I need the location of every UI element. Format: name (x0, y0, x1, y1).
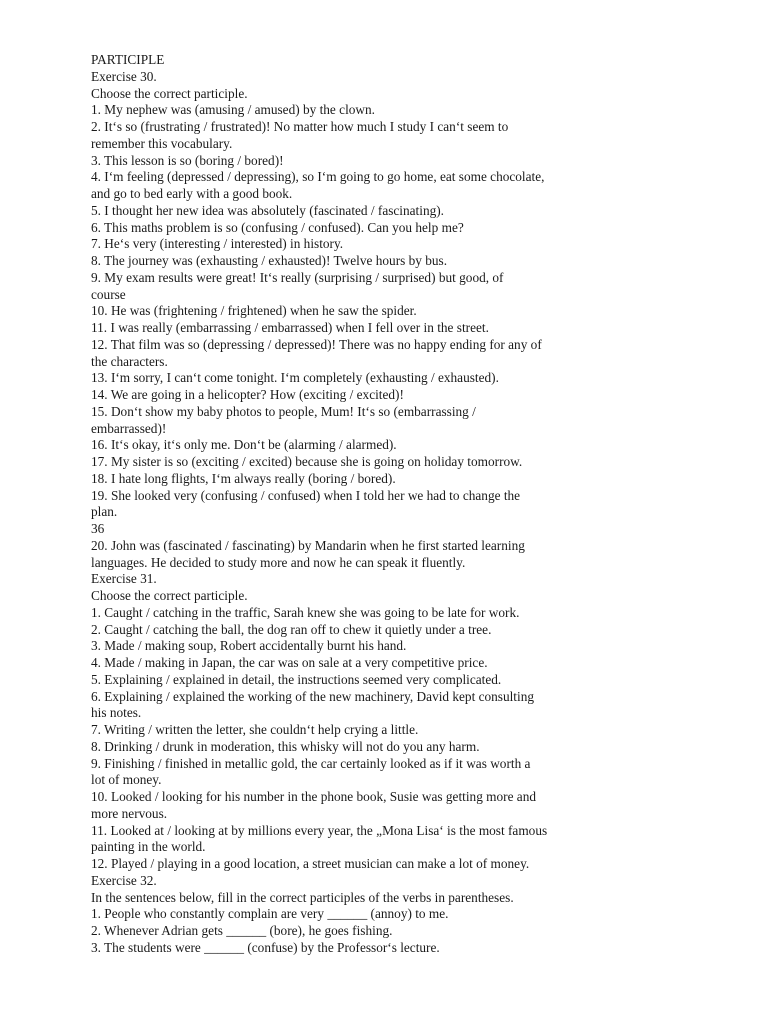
text-line: plan. (91, 504, 118, 520)
text-line: 3. The students were ______ (confuse) by the Professor‘s lecture. (91, 939, 440, 955)
text-line: 2. It‘s so (frustrating / frustrated)! No matter how much I study I can‘t seem to (91, 119, 509, 134)
text-line: 1. My nephew was (amusing / amused) by the clown. (91, 102, 375, 118)
text-line: his notes. (91, 705, 142, 721)
exercise-instruction: Choose the correct participle. (91, 588, 248, 603)
text-line: course (91, 286, 126, 302)
text-line: 5. Explaining / explained in detail, the instructions seemed very complicated. (91, 671, 502, 687)
text-line: 9. My exam results were great! It‘s really (surprising / surprised) but good, of (91, 269, 504, 285)
text-line: 15. Don‘t show my baby photos to people, Mum! It‘s so (embarrassing / (91, 403, 476, 419)
text-line: embarrassed)! (91, 420, 167, 436)
exercise-instruction: In the sentences below, fill in the correct participles of the verbs in parentheses. (91, 889, 514, 905)
text-line: 16. It‘s okay, it‘s only me. Don‘t be (alarming / alarmed). (91, 437, 397, 453)
text-line: 2. Whenever Adrian gets ______ (bore), he goes fishing. (91, 923, 393, 938)
text-line: 20. John was (fascinated / fascinating) by Mandarin when he first started learning (91, 537, 525, 553)
text-line: 13. I‘m sorry, I can‘t come tonight. I‘m completely (exhausting / exhausted). (91, 370, 499, 386)
text-line: 8. The journey was (exhausting / exhausted)! Twelve hours by bus. (91, 253, 448, 268)
text-line: lot of money. (91, 772, 162, 788)
document-page (91, 52, 631, 957)
text-line: languages. He decided to study more and now he can speak it fluently. (91, 554, 466, 570)
text-line: 10. Looked / looking for his number in the phone book, Susie was getting more and (91, 789, 537, 804)
text-line: more nervous. (91, 805, 168, 821)
text-line: 14. We are going in a helicopter? How (exciting / excited)! (91, 387, 404, 402)
exercise-heading: Exercise 31. (91, 571, 157, 587)
document-title: PARTICIPLE (91, 52, 165, 67)
text-line: 4. I‘m feeling (depressed / depressing), so I‘m going to go home, eat some chocolate, (91, 169, 545, 185)
exercise-heading: Exercise 30. (91, 68, 157, 84)
text-line: 3. Made / making soup, Robert accidentally burnt his hand. (91, 638, 407, 654)
text-line: 6. This maths problem is so (confusing / confused). Can you help me? (91, 219, 464, 235)
text-line: 6. Explaining / explained the working of the new machinery, David kept consulting (91, 688, 534, 704)
text-line: painting in the world. (91, 839, 206, 855)
text-line: remember this vocabulary. (91, 135, 233, 151)
text-line: 1. People who constantly complain are very ______ (annoy) to me. (91, 906, 449, 922)
text-line: 18. I hate long flights, I‘m always really (boring / bored). (91, 470, 396, 486)
text-line: the characters. (91, 353, 168, 369)
text-line: 17. My sister is so (exciting / excited) because she is going on holiday tomorrow. (91, 454, 523, 469)
text-line: 11. Looked at / looking at by millions every year, the „Mona Lisa‘ is the most famous (91, 822, 548, 838)
text-line: 19. She looked very (confusing / confused) when I told her we had to change the (91, 487, 521, 503)
exercise-instruction: Choose the correct participle. (91, 85, 248, 101)
text-line: 9. Finishing / finished in metallic gold, the car certainly looked as if it was worth a (91, 755, 531, 771)
text-line: and go to bed early with a good book. (91, 186, 293, 201)
text-line: 10. He was (frightening / frightened) when he saw the spider. (91, 303, 417, 319)
text-line: 3. This lesson is so (boring / bored)! (91, 152, 284, 168)
text-line: 1. Caught / catching in the traffic, Sarah knew she was going to be late for work. (91, 604, 520, 620)
text-line: 4. Made / making in Japan, the car was on sale at a very competitive price. (91, 655, 488, 670)
text-line: 11. I was really (embarrassing / embarrassed) when I fell over in the street. (91, 320, 489, 335)
text-line: 2. Caught / catching the ball, the dog ran off to chew it quietly under a tree. (91, 621, 492, 637)
text-line: 12. Played / playing in a good location, a street musician can make a lot of money. (91, 856, 530, 871)
exercise-heading: Exercise 32. (91, 872, 157, 888)
text-line: 7. Writing / written the letter, she couldn‘t help crying a little. (91, 722, 419, 737)
page-number: 36 (91, 521, 105, 536)
text-line: 7. He‘s very (interesting / interested) in history. (91, 236, 344, 252)
text-line: 8. Drinking / drunk in moderation, this whisky will not do you any harm. (91, 738, 480, 754)
text-line: 5. I thought her new idea was absolutely (fascinated / fascinating). (91, 202, 444, 218)
text-line: 12. That film was so (depressing / depressed)! There was no happy ending for any of (91, 336, 542, 352)
